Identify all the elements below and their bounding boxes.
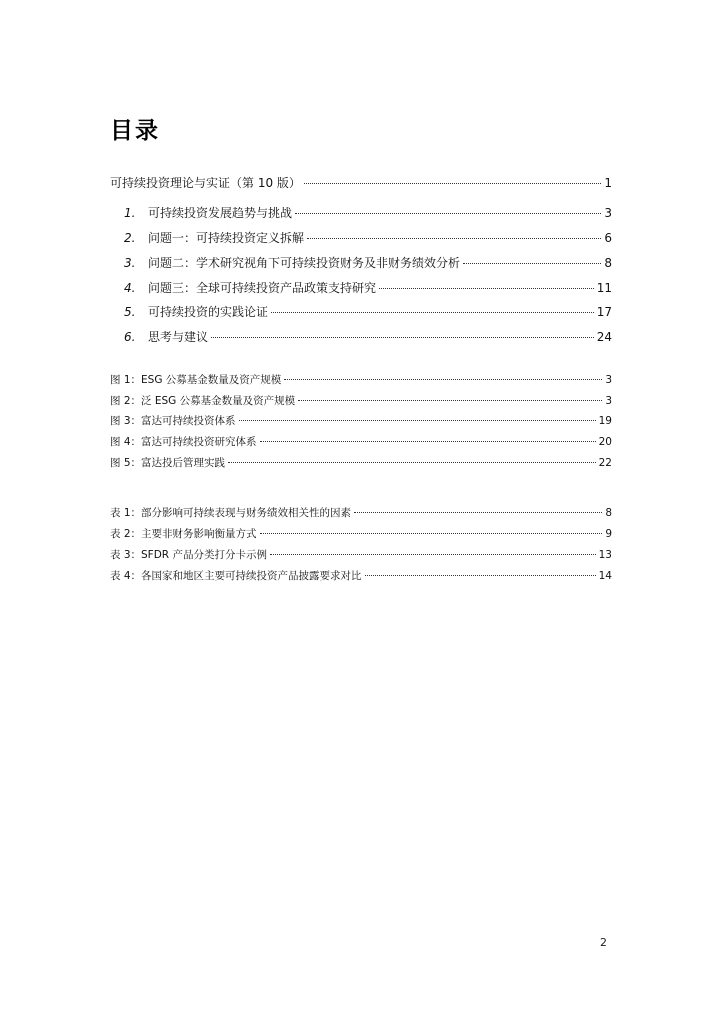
dot-leader (260, 533, 603, 534)
figure-page: 22 (598, 457, 612, 469)
figure-label: 图 4：富达可持续投资研究体系 (110, 436, 257, 448)
toc-entry-page: 1 (604, 176, 612, 190)
dot-leader (284, 379, 602, 380)
toc-section-entry[interactable] (124, 254, 612, 271)
section-number: 2. (124, 231, 136, 245)
toc-entry-main[interactable] (110, 174, 612, 191)
figure-page: 3 (605, 374, 612, 386)
section-number: 3. (124, 256, 136, 270)
page-title: 目录 (110, 118, 160, 144)
table-list-entry[interactable] (110, 568, 612, 583)
figure-list-entry[interactable] (110, 434, 612, 449)
dot-leader (379, 288, 594, 289)
dot-leader (260, 441, 596, 442)
figure-list-entry[interactable] (110, 455, 612, 470)
section-label: 问题二：学术研究视角下可持续投资财务及非财务绩效分析 (148, 256, 461, 270)
dot-leader (304, 183, 601, 184)
dot-leader (211, 337, 594, 338)
figure-label: 图 5：富达投后管理实践 (110, 457, 226, 469)
figure-page: 20 (598, 436, 612, 448)
section-page: 8 (604, 256, 612, 270)
table-label: 表 1：部分影响可持续表现与财务绩效相关性的因素 (110, 507, 352, 519)
table-label: 表 3：SFDR 产品分类打分卡示例 (110, 549, 267, 561)
table-page: 13 (598, 549, 612, 561)
section-page: 6 (604, 231, 612, 245)
dot-leader (354, 512, 602, 513)
dot-leader (239, 420, 596, 421)
toc-section-entry[interactable] (124, 279, 612, 296)
table-label: 表 4：各国家和地区主要可持续投资产品披露要求对比 (110, 570, 362, 582)
toc-section-entry[interactable] (124, 303, 612, 320)
dot-leader (307, 238, 601, 239)
table-page: 8 (605, 507, 612, 519)
toc-entry-label: 可持续投资理论与实证（第 10 版） (110, 176, 301, 190)
section-page: 3 (604, 206, 612, 220)
toc-section-entry[interactable] (124, 204, 612, 221)
figure-label: 图 1：ESG 公募基金数量及资产规模 (110, 374, 282, 386)
section-page: 17 (596, 305, 612, 319)
figure-list-entry[interactable] (110, 393, 612, 408)
dot-leader (298, 400, 602, 401)
section-number: 4. (124, 281, 136, 295)
dot-leader (271, 312, 594, 313)
figure-label: 图 2：泛 ESG 公募基金数量及资产规模 (110, 395, 296, 407)
dot-leader (463, 263, 601, 264)
figure-page: 3 (605, 395, 612, 407)
section-number: 1. (124, 206, 136, 220)
figure-list-entry[interactable] (110, 372, 612, 387)
figure-label: 图 3：富达可持续投资体系 (110, 415, 236, 427)
figure-list-entry[interactable] (110, 413, 612, 428)
section-number: 6. (124, 330, 136, 344)
dot-leader (270, 554, 596, 555)
section-label: 问题三：全球可持续投资产品政策支持研究 (148, 281, 377, 295)
page-number: 2 (600, 936, 607, 949)
section-page: 24 (596, 330, 612, 344)
table-list-entry[interactable] (110, 505, 612, 520)
toc-section-entry[interactable] (124, 328, 612, 345)
section-label: 可持续投资发展趋势与挑战 (148, 206, 293, 220)
section-label: 问题一：可持续投资定义拆解 (148, 231, 305, 245)
dot-leader (365, 575, 596, 576)
dot-leader (228, 462, 596, 463)
section-number: 5. (124, 305, 136, 319)
figure-page: 19 (598, 415, 612, 427)
section-page: 11 (596, 281, 612, 295)
table-page: 14 (598, 570, 612, 582)
table-list-entry[interactable] (110, 547, 612, 562)
table-label: 表 2：主要非财务影响衡量方式 (110, 528, 257, 540)
section-label: 可持续投资的实践论证 (148, 305, 269, 319)
dot-leader (295, 213, 601, 214)
table-page: 9 (605, 528, 612, 540)
toc-section-entry[interactable] (124, 229, 612, 246)
section-label: 思考与建议 (148, 330, 209, 344)
table-list-entry[interactable] (110, 526, 612, 541)
